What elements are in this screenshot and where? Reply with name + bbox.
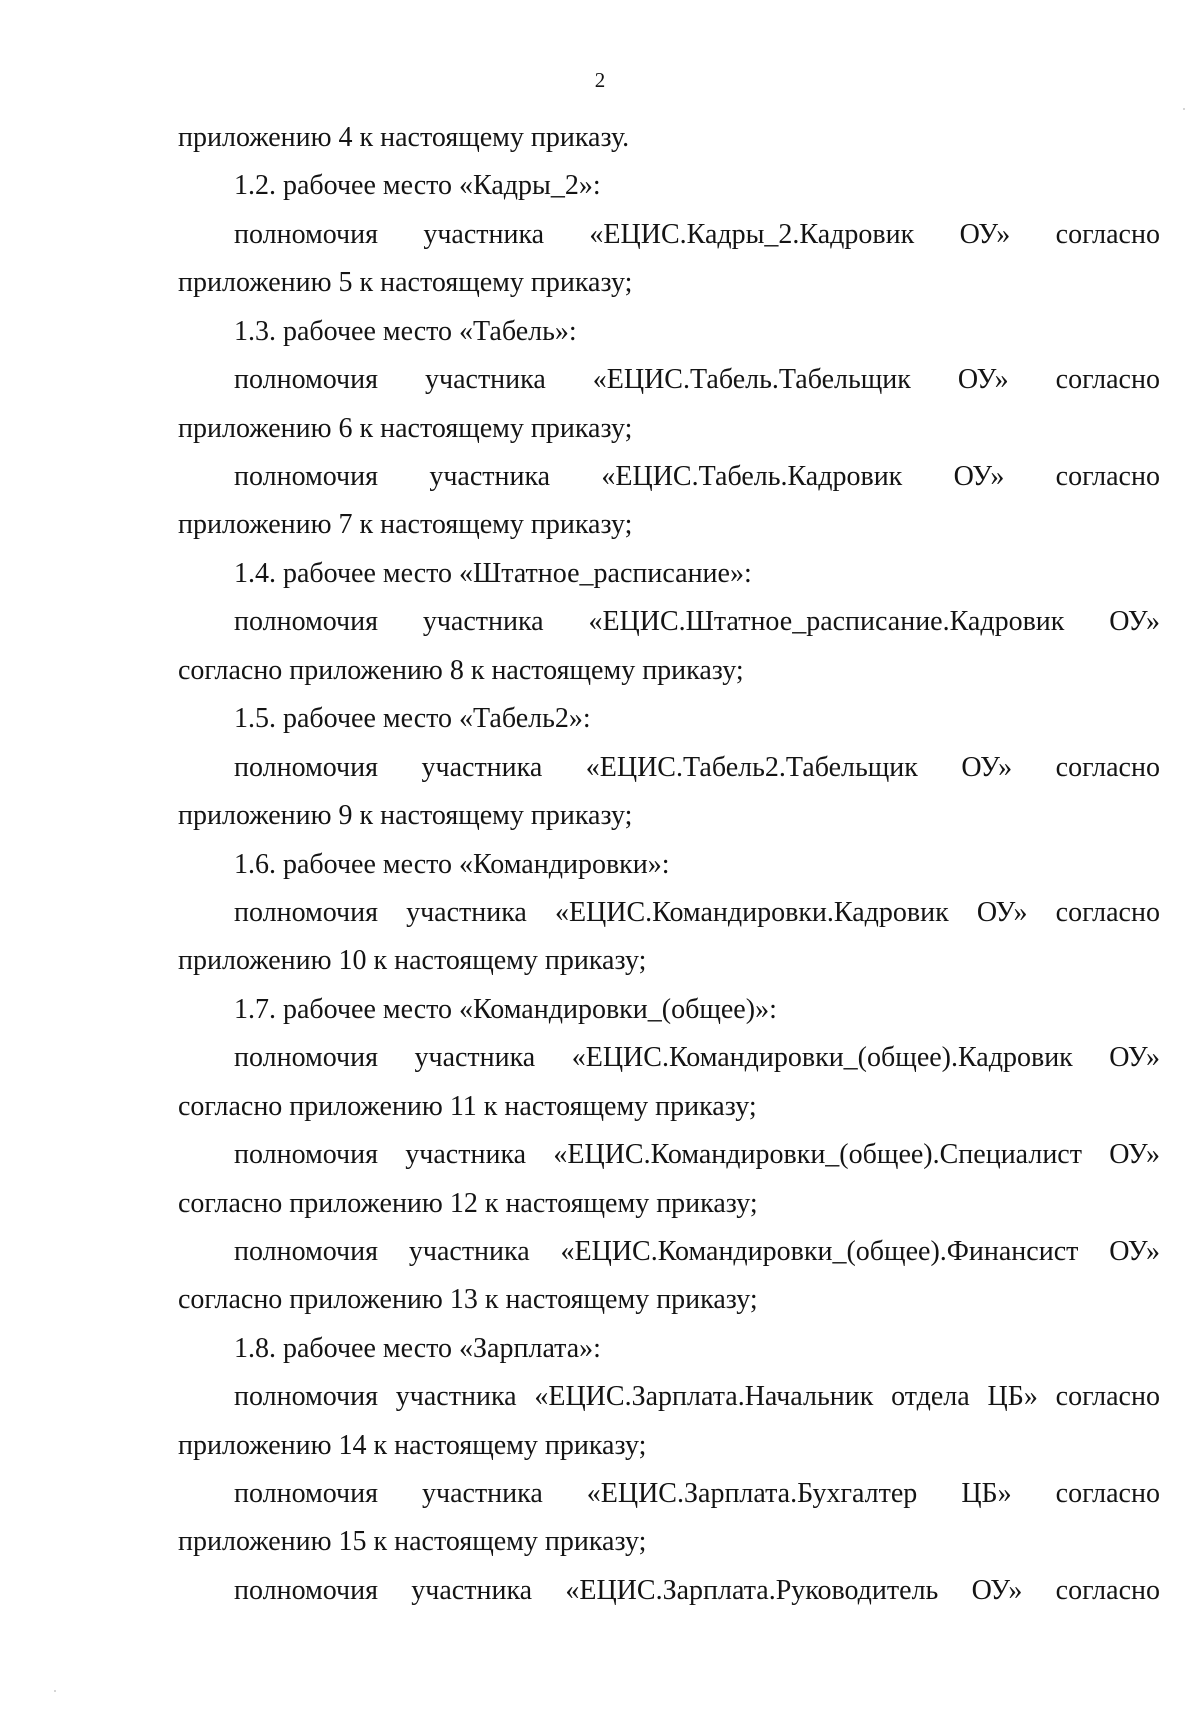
text-line <box>234 362 1160 398</box>
text-line <box>178 1428 1160 1464</box>
text-line <box>178 507 1160 543</box>
text-fragment: участника <box>411 1575 533 1606</box>
text-fragment: ОУ» <box>1109 1042 1160 1073</box>
text-fragment: «ЕЦИС.Командировки_(общее).Финансист <box>560 1236 1079 1267</box>
text-line <box>234 1476 1160 1512</box>
text-fragment: полномочия <box>234 1139 378 1170</box>
text-line <box>234 168 1160 204</box>
text-fragment: участника <box>408 1236 530 1267</box>
text-fragment: полномочия <box>234 219 378 250</box>
text-line <box>178 265 1160 301</box>
text-fragment: участника <box>423 219 545 250</box>
text-fragment: участника <box>405 1139 527 1170</box>
text-line <box>178 1524 1160 1560</box>
text-fragment: приложению 7 к настоящему приказу; <box>178 509 633 540</box>
text-fragment: полномочия <box>234 897 378 928</box>
page-number: 2 <box>594 68 606 92</box>
text-fragment: приложению 6 к настоящему приказу; <box>178 413 633 444</box>
text-fragment: «ЕЦИС.Командировки.Кадровик <box>554 897 949 928</box>
text-fragment: согласно приложению 11 к настоящему приказу; <box>178 1091 757 1122</box>
text-line <box>178 1186 1160 1222</box>
text-line <box>234 1040 1160 1076</box>
text-fragment: «ЕЦИС.Табель.Кадровик <box>601 461 903 492</box>
text-line <box>178 120 1160 156</box>
text-fragment: ОУ» <box>1109 1139 1160 1170</box>
text-fragment: согласно <box>1055 1478 1160 1509</box>
text-fragment: участника <box>422 606 544 637</box>
text-fragment: согласно приложению 13 к настоящему приказу; <box>178 1284 758 1315</box>
text-fragment: приложению 10 к настоящему приказу; <box>178 945 647 976</box>
text-line <box>178 411 1160 447</box>
text-fragment: участника <box>422 1478 543 1509</box>
text-fragment: «ЕЦИС.Зарплата.Начальник <box>534 1381 874 1412</box>
text-fragment: 1.6. рабочее место «Командировки»: <box>234 849 670 880</box>
text-line <box>234 701 1160 737</box>
text-line <box>234 556 1160 592</box>
text-line <box>234 847 1160 883</box>
text-fragment: полномочия <box>234 364 378 395</box>
text-line <box>234 992 1160 1028</box>
text-fragment: «ЕЦИС.Командировки_(общее).Кадровик <box>571 1042 1073 1073</box>
scan-speck <box>54 1690 56 1692</box>
text-fragment: ОУ» <box>959 219 1011 250</box>
text-fragment: 1.5. рабочее место «Табель2»: <box>234 703 591 734</box>
text-fragment: приложению 9 к настоящему приказу; <box>178 800 633 831</box>
text-fragment: участника <box>395 1381 517 1412</box>
text-fragment: ОУ» <box>957 364 1009 395</box>
text-fragment: согласно <box>1055 219 1160 250</box>
text-fragment: приложению 4 к настоящему приказу. <box>178 122 630 153</box>
text-line <box>234 459 1160 495</box>
text-fragment: приложению 5 к настоящему приказу; <box>178 267 633 298</box>
text-fragment: «ЕЦИС.Зарплата.Руководитель <box>565 1575 939 1606</box>
text-fragment: отдела <box>891 1381 970 1412</box>
text-fragment: полномочия <box>234 752 378 783</box>
text-fragment: «ЕЦИС.Табель2.Табельщик <box>585 752 918 783</box>
text-line <box>178 653 1160 689</box>
text-fragment: полномочия <box>234 461 378 492</box>
text-fragment: согласно <box>1055 897 1160 928</box>
text-fragment: участника <box>406 897 527 928</box>
text-fragment: согласно приложению 12 к настоящему приказу; <box>178 1188 758 1219</box>
text-fragment: ОУ» <box>1109 1236 1160 1267</box>
text-fragment: «ЕЦИС.Табель.Табельщик <box>592 364 911 395</box>
text-fragment: участника <box>414 1042 536 1073</box>
text-fragment: приложению 15 к настоящему приказу; <box>178 1526 647 1557</box>
text-fragment: участника <box>425 364 546 395</box>
text-fragment: участника <box>429 461 551 492</box>
text-fragment: ОУ» <box>953 461 1005 492</box>
text-fragment: согласно <box>1055 461 1160 492</box>
text-fragment: 1.4. рабочее место «Штатное_расписание»: <box>234 558 752 589</box>
text-fragment: ОУ» <box>1109 606 1160 637</box>
text-line <box>234 750 1160 786</box>
text-fragment: согласно <box>1055 364 1160 395</box>
text-line <box>234 895 1160 931</box>
text-fragment: согласно приложению 8 к настоящему приказу; <box>178 655 744 686</box>
text-line <box>178 798 1160 834</box>
text-fragment: 1.2. рабочее место «Кадры_2»: <box>234 170 601 201</box>
text-line <box>178 943 1160 979</box>
text-fragment: ОУ» <box>961 752 1013 783</box>
text-line <box>234 314 1160 350</box>
text-fragment: ЦБ» <box>987 1381 1038 1412</box>
text-fragment: участника <box>421 752 543 783</box>
text-line <box>234 1331 1160 1367</box>
text-fragment: согласно <box>1055 752 1160 783</box>
text-fragment: полномочия <box>234 1478 378 1509</box>
text-line <box>178 1282 1160 1318</box>
text-line <box>234 1573 1160 1609</box>
text-fragment: полномочия <box>234 1042 378 1073</box>
text-fragment: приложению 14 к настоящему приказу; <box>178 1430 647 1461</box>
text-fragment: согласно <box>1055 1575 1160 1606</box>
text-fragment: 1.3. рабочее место «Табель»: <box>234 316 577 347</box>
text-fragment: ОУ» <box>971 1575 1023 1606</box>
text-line <box>178 1089 1160 1125</box>
text-line <box>234 1137 1160 1173</box>
text-fragment: «ЕЦИС.Командировки_(общее).Специалист <box>553 1139 1082 1170</box>
text-fragment: «ЕЦИС.Кадры_2.Кадровик <box>589 219 915 250</box>
text-fragment: ЦБ» <box>961 1478 1012 1509</box>
text-line <box>234 1234 1160 1270</box>
text-fragment: полномочия <box>234 606 378 637</box>
text-line <box>234 604 1160 640</box>
text-fragment: «ЕЦИС.Зарплата.Бухгалтер <box>586 1478 918 1509</box>
text-fragment: ОУ» <box>976 897 1028 928</box>
text-fragment: полномочия <box>234 1236 378 1267</box>
text-fragment: полномочия <box>234 1575 378 1606</box>
text-fragment: «ЕЦИС.Штатное_расписание.Кадровик <box>588 606 1065 637</box>
text-line <box>234 217 1160 253</box>
text-line <box>234 1379 1160 1415</box>
text-fragment: 1.8. рабочее место «Зарплата»: <box>234 1333 601 1364</box>
text-fragment: 1.7. рабочее место «Командировки_(общее)»: <box>234 994 777 1025</box>
text-fragment: полномочия <box>234 1381 378 1412</box>
scan-speck <box>1183 108 1185 110</box>
text-fragment: согласно <box>1055 1381 1160 1412</box>
